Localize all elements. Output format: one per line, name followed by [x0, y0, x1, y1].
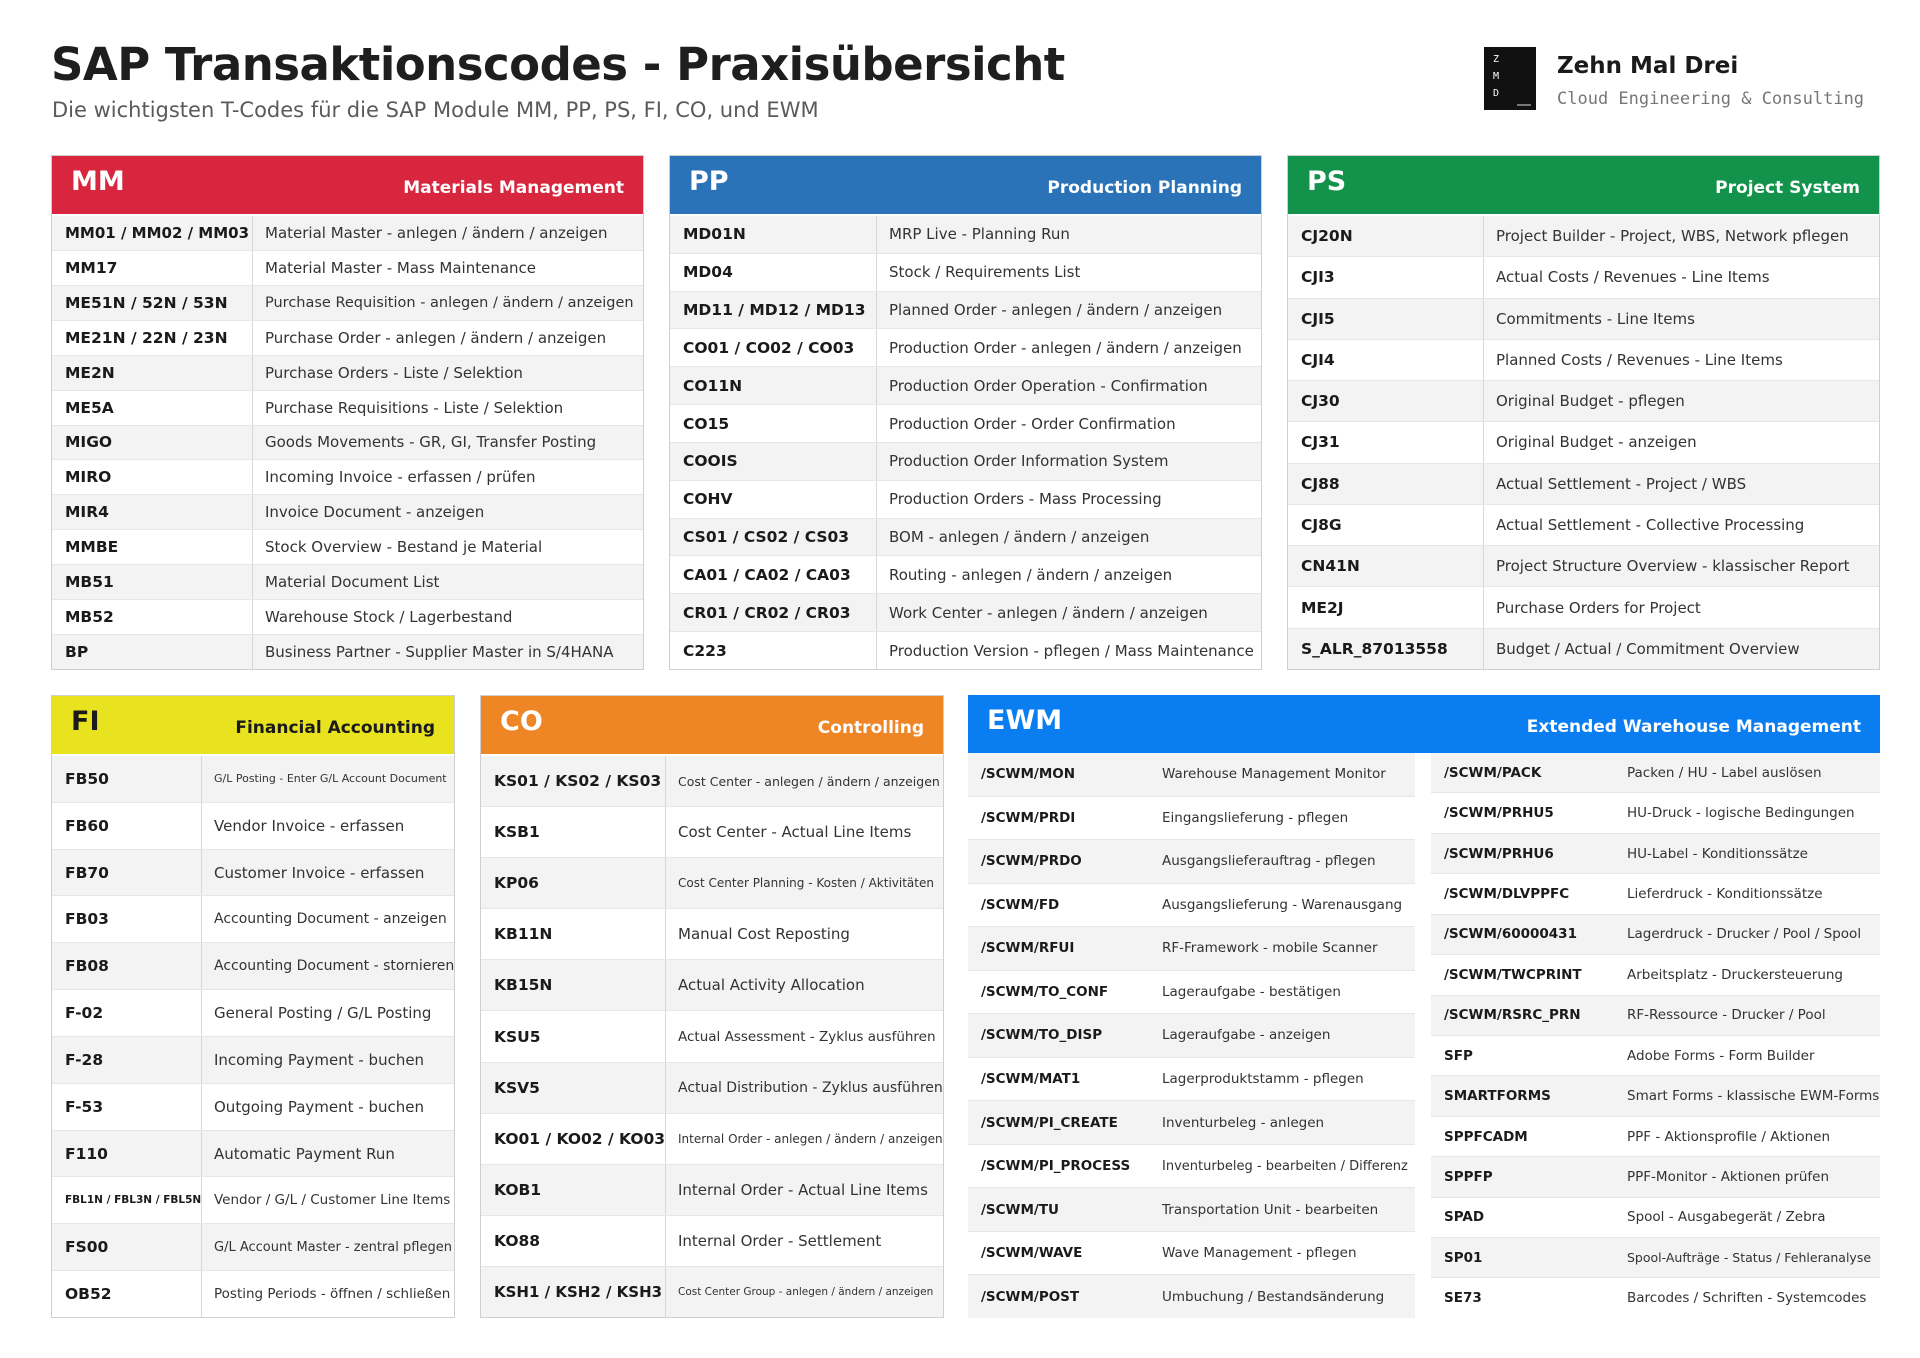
tcode: KO01 / KO02 / KO03	[494, 1129, 665, 1148]
tcode-description: Cost Center - Actual Line Items	[665, 807, 943, 857]
table-row	[481, 1267, 943, 1317]
tcode: KSH1 / KSH2 / KSH3	[494, 1282, 663, 1301]
tcode-description: Actual Settlement - Collective Processing	[1483, 505, 1879, 545]
tcode: CJI3	[1301, 268, 1335, 287]
module-code: EWM	[987, 705, 1063, 736]
tcode-description: Production Orders - Mass Processing	[876, 481, 1261, 518]
tcode: /SCWM/PRHU5	[1444, 805, 1554, 822]
tcode: FS00	[65, 1238, 109, 1257]
tcode: CJ8G	[1301, 515, 1342, 534]
tcode-description: Cost Center Planning - Kosten / Aktivitäten	[665, 858, 943, 908]
table-row	[1288, 587, 1879, 628]
table-row	[1431, 955, 1880, 995]
tcode: ME2J	[1301, 598, 1344, 617]
tcode-description: Purchase Orders for Project	[1483, 587, 1879, 627]
table-row	[1288, 629, 1879, 669]
tcode: SPPFCADM	[1444, 1128, 1528, 1145]
tcode-description: Material Master - Mass Maintenance	[252, 251, 643, 285]
tcode-description: Goods Movements - GR, GI, Transfer Posting	[252, 426, 643, 460]
table-row	[968, 1188, 1415, 1232]
tcode: MB51	[65, 573, 114, 592]
table-row	[670, 632, 1261, 669]
table-row	[1288, 464, 1879, 505]
tcode-description: Purchase Order - anlegen / ändern / anzeigen	[252, 321, 643, 355]
tcode: /SCWM/60000431	[1444, 926, 1577, 943]
tcode: MD11 / MD12 / MD13	[683, 301, 866, 320]
table-row	[481, 807, 943, 858]
tcode-description: Inventurbeleg - anlegen	[1162, 1114, 1325, 1131]
tcode-description: Packen / HU - Label auslösen	[1627, 764, 1822, 781]
tcode: FB60	[65, 816, 109, 835]
tcode-description: Warehouse Stock / Lagerbestand	[252, 600, 643, 634]
page-subtitle: Die wichtigsten T-Codes für die SAP Module MM, PP, PS, FI, CO, und EWM	[52, 98, 819, 122]
tcode-description: BOM - anlegen / ändern / anzeigen	[876, 519, 1261, 556]
tcode: MIGO	[65, 433, 113, 452]
tcode-description: PPF - Aktionsprofile / Aktionen	[1627, 1128, 1830, 1145]
panel-header	[52, 156, 643, 214]
tcode: CN41N	[1301, 557, 1360, 576]
panel-co	[480, 695, 944, 1318]
brand-logo-icon	[1484, 47, 1536, 110]
panel-ps	[1287, 155, 1880, 670]
table-row	[481, 858, 943, 909]
tcode: /SCWM/PACK	[1444, 764, 1542, 781]
table-row	[1431, 793, 1880, 833]
tcode-description: Warehouse Management Monitor	[1162, 766, 1386, 783]
table-row	[52, 803, 454, 850]
tcode-description: Lageraufgabe - bestätigen	[1162, 983, 1341, 1000]
tcode-description: Incoming Invoice - erfassen / prüfen	[252, 460, 643, 494]
table-row	[52, 600, 643, 635]
panel-header	[968, 695, 1880, 753]
tcode-description: Routing - anlegen / ändern / anzeigen	[876, 556, 1261, 593]
tcode: SPPFP	[1444, 1168, 1493, 1185]
tcode: BP	[65, 643, 89, 662]
module-code: MM	[71, 166, 125, 197]
tcode: CJ31	[1301, 433, 1340, 452]
tcode: KSU5	[494, 1027, 541, 1046]
panel-fi	[51, 695, 455, 1318]
tcode-description: Production Version - pflegen / Mass Maintenance	[876, 632, 1261, 669]
tcode-description: RF-Framework - mobile Scanner	[1162, 940, 1378, 957]
tcode-description: Incoming Payment - buchen	[201, 1037, 454, 1083]
tcode-description: Commitments - Line Items	[1483, 299, 1879, 339]
tcode-description: RF-Ressource - Drucker / Pool	[1627, 1007, 1826, 1024]
tcode-description: Stock / Requirements List	[876, 254, 1261, 291]
table-row	[52, 1131, 454, 1178]
tcode-description: Umbuchung / Bestandsänderung	[1162, 1288, 1385, 1305]
tcode: CA01 / CA02 / CA03	[683, 565, 851, 584]
tcode-description: Internal Order - Actual Line Items	[665, 1165, 943, 1215]
tcode: CO11N	[683, 376, 743, 395]
table-row	[968, 1275, 1415, 1318]
tcode: CO15	[683, 414, 730, 433]
tcode-description: Transportation Unit - bearbeiten	[1162, 1201, 1379, 1218]
tcode: MMBE	[65, 538, 119, 557]
panel-pp	[669, 155, 1262, 670]
table-row	[1431, 996, 1880, 1036]
tcode-description: Vendor Invoice - erfassen	[201, 803, 454, 849]
tcode-description: Production Order Operation - Confirmation	[876, 367, 1261, 404]
tcode-description: Lagerdruck - Drucker / Pool / Spool	[1627, 926, 1862, 943]
table-row	[1431, 1076, 1880, 1116]
tcode: MM17	[65, 258, 118, 277]
table-row	[481, 909, 943, 960]
table-row	[1288, 422, 1879, 463]
ewm-left-column	[968, 753, 1415, 1318]
module-name: Extended Warehouse Management	[1526, 717, 1861, 737]
table-row	[968, 927, 1415, 971]
tcode-description: Internal Order - anlegen / ändern / anzeigen	[665, 1114, 943, 1164]
tcode-description: Barcodes / Schriften - Systemcodes	[1627, 1290, 1867, 1307]
table-row	[670, 329, 1261, 367]
tcode: MM01 / MM02 / MM03	[65, 223, 250, 242]
table-row	[52, 216, 643, 251]
tcode: MD04	[683, 263, 733, 282]
tcode-description: Production Order - anlegen / ändern / anzeigen	[876, 329, 1261, 366]
table-row	[968, 1145, 1415, 1189]
tcode-description: Actual Settlement - Project / WBS	[1483, 464, 1879, 504]
tcode-description: Invoice Document - anzeigen	[252, 495, 643, 529]
module-name: Materials Management	[403, 178, 624, 198]
tcode-description: Production Order Information System	[876, 443, 1261, 480]
tcode-description: Ausgangslieferauftrag - pflegen	[1162, 853, 1376, 870]
tcode: /SCWM/MAT1	[981, 1070, 1081, 1087]
tcode-description: HU-Druck - logische Bedingungen	[1627, 805, 1855, 822]
tcode: KP06	[494, 874, 539, 893]
tcode-description: HU-Label - Konditionssätze	[1627, 845, 1808, 862]
module-name: Project System	[1715, 178, 1860, 198]
table-row	[1431, 1117, 1880, 1157]
tcode: CS01 / CS02 / CS03	[683, 528, 850, 547]
table-row	[52, 391, 643, 426]
tcode: /SCWM/PRHU6	[1444, 845, 1554, 862]
table-row	[1288, 340, 1879, 381]
tcode: FBL1N / FBL3N / FBL5N	[65, 1194, 201, 1207]
table-row	[968, 1058, 1415, 1102]
tcode: /SCWM/TO_CONF	[981, 983, 1109, 1000]
module-name: Production Planning	[1047, 178, 1242, 198]
tcode: FB50	[65, 769, 109, 788]
table-row	[968, 1232, 1415, 1276]
brand-tagline: Cloud Engineering & Consulting	[1557, 89, 1865, 109]
tcode-description: Lagerproduktstamm - pflegen	[1162, 1070, 1364, 1087]
table-row	[1431, 1157, 1880, 1197]
table-row	[1431, 1278, 1880, 1317]
table-row	[1288, 216, 1879, 257]
tcode: /SCWM/WAVE	[981, 1245, 1083, 1262]
tcode: /SCWM/PRDO	[981, 853, 1082, 870]
tcode-description: Eingangslieferung - pflegen	[1162, 809, 1349, 826]
logo-letter: Z	[1493, 54, 1500, 65]
table-row	[481, 960, 943, 1011]
table-row	[670, 594, 1261, 632]
table-row	[52, 990, 454, 1037]
tcode-description: Project Builder - Project, WBS, Network pflegen	[1483, 216, 1879, 256]
tcode-description: Spool-Aufträge - Status / Fehleranalyse	[1627, 1250, 1872, 1266]
tcode-description: Actual Distribution - Zyklus ausführen	[665, 1063, 943, 1113]
tcode-description: Smart Forms - klassische EWM-Forms	[1627, 1088, 1880, 1105]
table-row	[968, 1101, 1415, 1145]
tcode-description: Customer Invoice - erfassen	[201, 850, 454, 896]
tcode: MB52	[65, 608, 114, 627]
table-row	[1288, 546, 1879, 587]
tcode: FB70	[65, 863, 109, 882]
logo-dots	[1517, 104, 1531, 106]
table-row	[52, 565, 643, 600]
table-row	[481, 1165, 943, 1216]
tcode: CJ20N	[1301, 227, 1353, 246]
tcode: /SCWM/MON	[981, 766, 1076, 783]
panel-ewm	[968, 695, 1880, 1318]
tcode-description: PPF-Monitor - Aktionen prüfen	[1627, 1168, 1830, 1185]
tcode: F-02	[65, 1004, 104, 1023]
tcode-description: Vendor / G/L / Customer Line Items	[201, 1177, 454, 1223]
tcode-description: Purchase Orders - Liste / Selektion	[252, 356, 643, 390]
tcode-description: Production Order - Order Confirmation	[876, 405, 1261, 442]
tcode-description: Ausgangslieferung - Warenausgang	[1162, 896, 1403, 913]
table-row	[670, 254, 1261, 292]
tcode: /SCWM/RFUI	[981, 940, 1075, 957]
tcode: KSV5	[494, 1078, 540, 1097]
tcode: FB08	[65, 957, 109, 976]
tcode: CJ88	[1301, 474, 1340, 493]
tcode-description: Purchase Requisitions - Liste / Selektion	[252, 391, 643, 425]
tcode-description: MRP Live - Planning Run	[876, 216, 1261, 253]
tcode-description: Actual Activity Allocation	[665, 960, 943, 1010]
tcode-description: Automatic Payment Run	[201, 1131, 454, 1177]
tcode-description: Posting Periods - öffnen / schließen	[201, 1271, 454, 1317]
table-row	[968, 753, 1415, 797]
tcode-description: Original Budget - pflegen	[1483, 381, 1879, 421]
tcode-table	[1288, 216, 1879, 669]
tcode-description: Material Document List	[252, 565, 643, 599]
tcode-description: Accounting Document - anzeigen	[201, 896, 454, 942]
tcode-description: Accounting Document - stornieren	[201, 943, 454, 989]
tcode: KSB1	[494, 823, 540, 842]
tcode-table	[670, 216, 1261, 669]
table-row	[52, 1084, 454, 1131]
tcode: SFP	[1444, 1047, 1473, 1064]
table-row	[968, 840, 1415, 884]
tcode: CR01 / CR02 / CR03	[683, 603, 851, 622]
tcode-description: Wave Management - pflegen	[1162, 1245, 1357, 1262]
tcode-description: General Posting / G/L Posting	[201, 990, 454, 1036]
table-row	[1288, 299, 1879, 340]
tcode-description: G/L Account Master - zentral pflegen	[201, 1224, 454, 1270]
table-row	[52, 251, 643, 286]
tcode: SP01	[1444, 1249, 1483, 1266]
table-row	[481, 756, 943, 807]
table-row	[1431, 834, 1880, 874]
tcode: /SCWM/FD	[981, 896, 1060, 913]
tcode: SE73	[1444, 1290, 1482, 1307]
table-row	[1431, 1198, 1880, 1238]
table-row	[1288, 381, 1879, 422]
table-row	[968, 1014, 1415, 1058]
table-row	[1431, 1238, 1880, 1278]
tcode-description: Business Partner - Supplier Master in S/4HANA	[252, 635, 643, 669]
tcode: S_ALR_87013558	[1301, 639, 1448, 658]
table-row	[1431, 915, 1880, 955]
tcode: /SCWM/RSRC_PRN	[1444, 1007, 1581, 1024]
tcode-description: Inventurbeleg - bearbeiten / Differenz	[1162, 1158, 1408, 1174]
tcode: SMARTFORMS	[1444, 1088, 1551, 1105]
tcode: SPAD	[1444, 1209, 1485, 1226]
tcode: F-53	[65, 1097, 104, 1116]
table-row	[968, 971, 1415, 1015]
tcode-description: Spool - Ausgabegerät / Zebra	[1627, 1209, 1826, 1226]
table-row	[1431, 1036, 1880, 1076]
table-row	[670, 292, 1261, 330]
table-row	[1288, 257, 1879, 298]
tcode: /SCWM/PI_CREATE	[981, 1114, 1118, 1131]
module-name: Controlling	[817, 718, 924, 738]
tcode: C223	[683, 641, 727, 660]
tcode-description: Adobe Forms - Form Builder	[1627, 1047, 1815, 1064]
table-row	[1431, 874, 1880, 914]
tcode-description: Lieferdruck - Konditionssätze	[1627, 885, 1823, 902]
table-row	[670, 556, 1261, 594]
tcode: COOIS	[683, 452, 738, 471]
tcode-description: Project Structure Overview - klassischer Report	[1483, 546, 1879, 586]
table-row	[1431, 753, 1880, 793]
table-row	[52, 896, 454, 943]
tcode: CJI5	[1301, 309, 1335, 328]
tcode: CJ30	[1301, 392, 1340, 411]
tcode: KS01 / KS02 / KS03	[494, 772, 662, 791]
tcode: KOB1	[494, 1180, 542, 1199]
tcode-description: Stock Overview - Bestand je Material	[252, 530, 643, 564]
tcode-description: Cost Center Group - anlegen / ändern / anzeigen	[665, 1267, 943, 1317]
module-code: PS	[1307, 166, 1347, 197]
tcode-description: G/L Posting - Enter G/L Account Document	[201, 756, 454, 802]
table-row	[481, 1216, 943, 1267]
table-row	[52, 321, 643, 356]
table-row	[481, 1063, 943, 1114]
ewm-right-column	[1431, 753, 1880, 1318]
panel-header	[1288, 156, 1879, 214]
tcode: /SCWM/PRDI	[981, 809, 1076, 826]
tcode: KB15N	[494, 976, 553, 995]
tcode: F-28	[65, 1050, 104, 1069]
page-title: SAP Transaktionscodes - Praxisübersicht	[51, 38, 1065, 91]
table-row	[670, 367, 1261, 405]
tcode: ME5A	[65, 398, 114, 417]
tcode: /SCWM/TWCPRINT	[1444, 966, 1582, 983]
table-row	[52, 756, 454, 803]
tcode-description: Planned Costs / Revenues - Line Items	[1483, 340, 1879, 380]
table-row	[52, 495, 643, 530]
table-row	[52, 1224, 454, 1271]
table-row	[52, 460, 643, 495]
table-row	[670, 216, 1261, 254]
tcode: /SCWM/POST	[981, 1288, 1080, 1305]
tcode: ME2N	[65, 363, 115, 382]
tcode: COHV	[683, 490, 733, 509]
tcode: KO88	[494, 1231, 541, 1250]
tcode-table	[481, 756, 943, 1317]
panel-header	[481, 696, 943, 754]
tcode: KB11N	[494, 925, 553, 944]
tcode-description: Manual Cost Reposting	[665, 909, 943, 959]
tcode: MD01N	[683, 225, 746, 244]
table-row	[968, 884, 1415, 928]
tcode: /SCWM/TU	[981, 1201, 1059, 1218]
table-row	[52, 1037, 454, 1084]
tcode: /SCWM/PI_PROCESS	[981, 1158, 1131, 1175]
panel-mm	[51, 155, 644, 670]
tcode: CO01 / CO02 / CO03	[683, 338, 855, 357]
table-row	[1288, 505, 1879, 546]
panel-header	[52, 696, 454, 754]
table-row	[481, 1114, 943, 1165]
table-row	[52, 356, 643, 391]
tcode-description: Original Budget - anzeigen	[1483, 422, 1879, 462]
tcode: /SCWM/TO_DISP	[981, 1027, 1103, 1044]
tcode: /SCWM/DLVPPFC	[1444, 885, 1570, 902]
tcode: FB03	[65, 910, 109, 929]
tcode: MIR4	[65, 503, 109, 522]
tcode: ME51N / 52N / 53N	[65, 293, 228, 312]
table-row	[52, 635, 643, 669]
table-row	[968, 797, 1415, 841]
tcode-table	[52, 756, 454, 1317]
tcode-description: Arbeitsplatz - Druckersteuerung	[1627, 966, 1844, 983]
tcode: ME21N / 22N / 23N	[65, 328, 228, 347]
tcode-description: Cost Center - anlegen / ändern / anzeigen	[665, 756, 943, 806]
table-row	[52, 850, 454, 897]
table-row	[481, 1011, 943, 1062]
table-row	[52, 286, 643, 321]
tcode-description: Outgoing Payment - buchen	[201, 1084, 454, 1130]
tcode-description: Actual Assessment - Zyklus ausführen	[665, 1011, 943, 1061]
tcode-description: Actual Costs / Revenues - Line Items	[1483, 257, 1879, 297]
table-row	[52, 1177, 454, 1224]
module-name: Financial Accounting	[235, 718, 435, 738]
tcode: MIRO	[65, 468, 112, 487]
tcode: F110	[65, 1144, 108, 1163]
tcode-description: Internal Order - Settlement	[665, 1216, 943, 1266]
table-row	[670, 405, 1261, 443]
brand-name: Zehn Mal Drei	[1557, 53, 1739, 79]
table-row	[670, 443, 1261, 481]
table-row	[52, 530, 643, 565]
panel-header	[670, 156, 1261, 214]
table-row	[52, 943, 454, 990]
tcode-description: Planned Order - anlegen / ändern / anzeigen	[876, 292, 1261, 329]
table-row	[52, 426, 643, 461]
table-row	[670, 519, 1261, 557]
module-code: PP	[689, 166, 729, 197]
tcode-table	[52, 216, 643, 669]
tcode-description: Budget / Actual / Commitment Overview	[1483, 629, 1879, 669]
tcode-description: Material Master - anlegen / ändern / anzeigen	[252, 216, 643, 250]
table-row	[670, 481, 1261, 519]
module-code: CO	[500, 706, 543, 737]
tcode: CJI4	[1301, 350, 1335, 369]
table-row	[52, 1271, 454, 1317]
logo-letter: M	[1493, 71, 1500, 82]
tcode: OB52	[65, 1285, 112, 1304]
tcode-description: Work Center - anlegen / ändern / anzeigen	[876, 594, 1261, 631]
logo-letter: D	[1493, 88, 1500, 99]
tcode-description: Purchase Requisition - anlegen / ändern / anzeigen	[252, 286, 643, 320]
tcode-description: Lageraufgabe - anzeigen	[1162, 1027, 1331, 1044]
module-code: FI	[71, 706, 100, 737]
